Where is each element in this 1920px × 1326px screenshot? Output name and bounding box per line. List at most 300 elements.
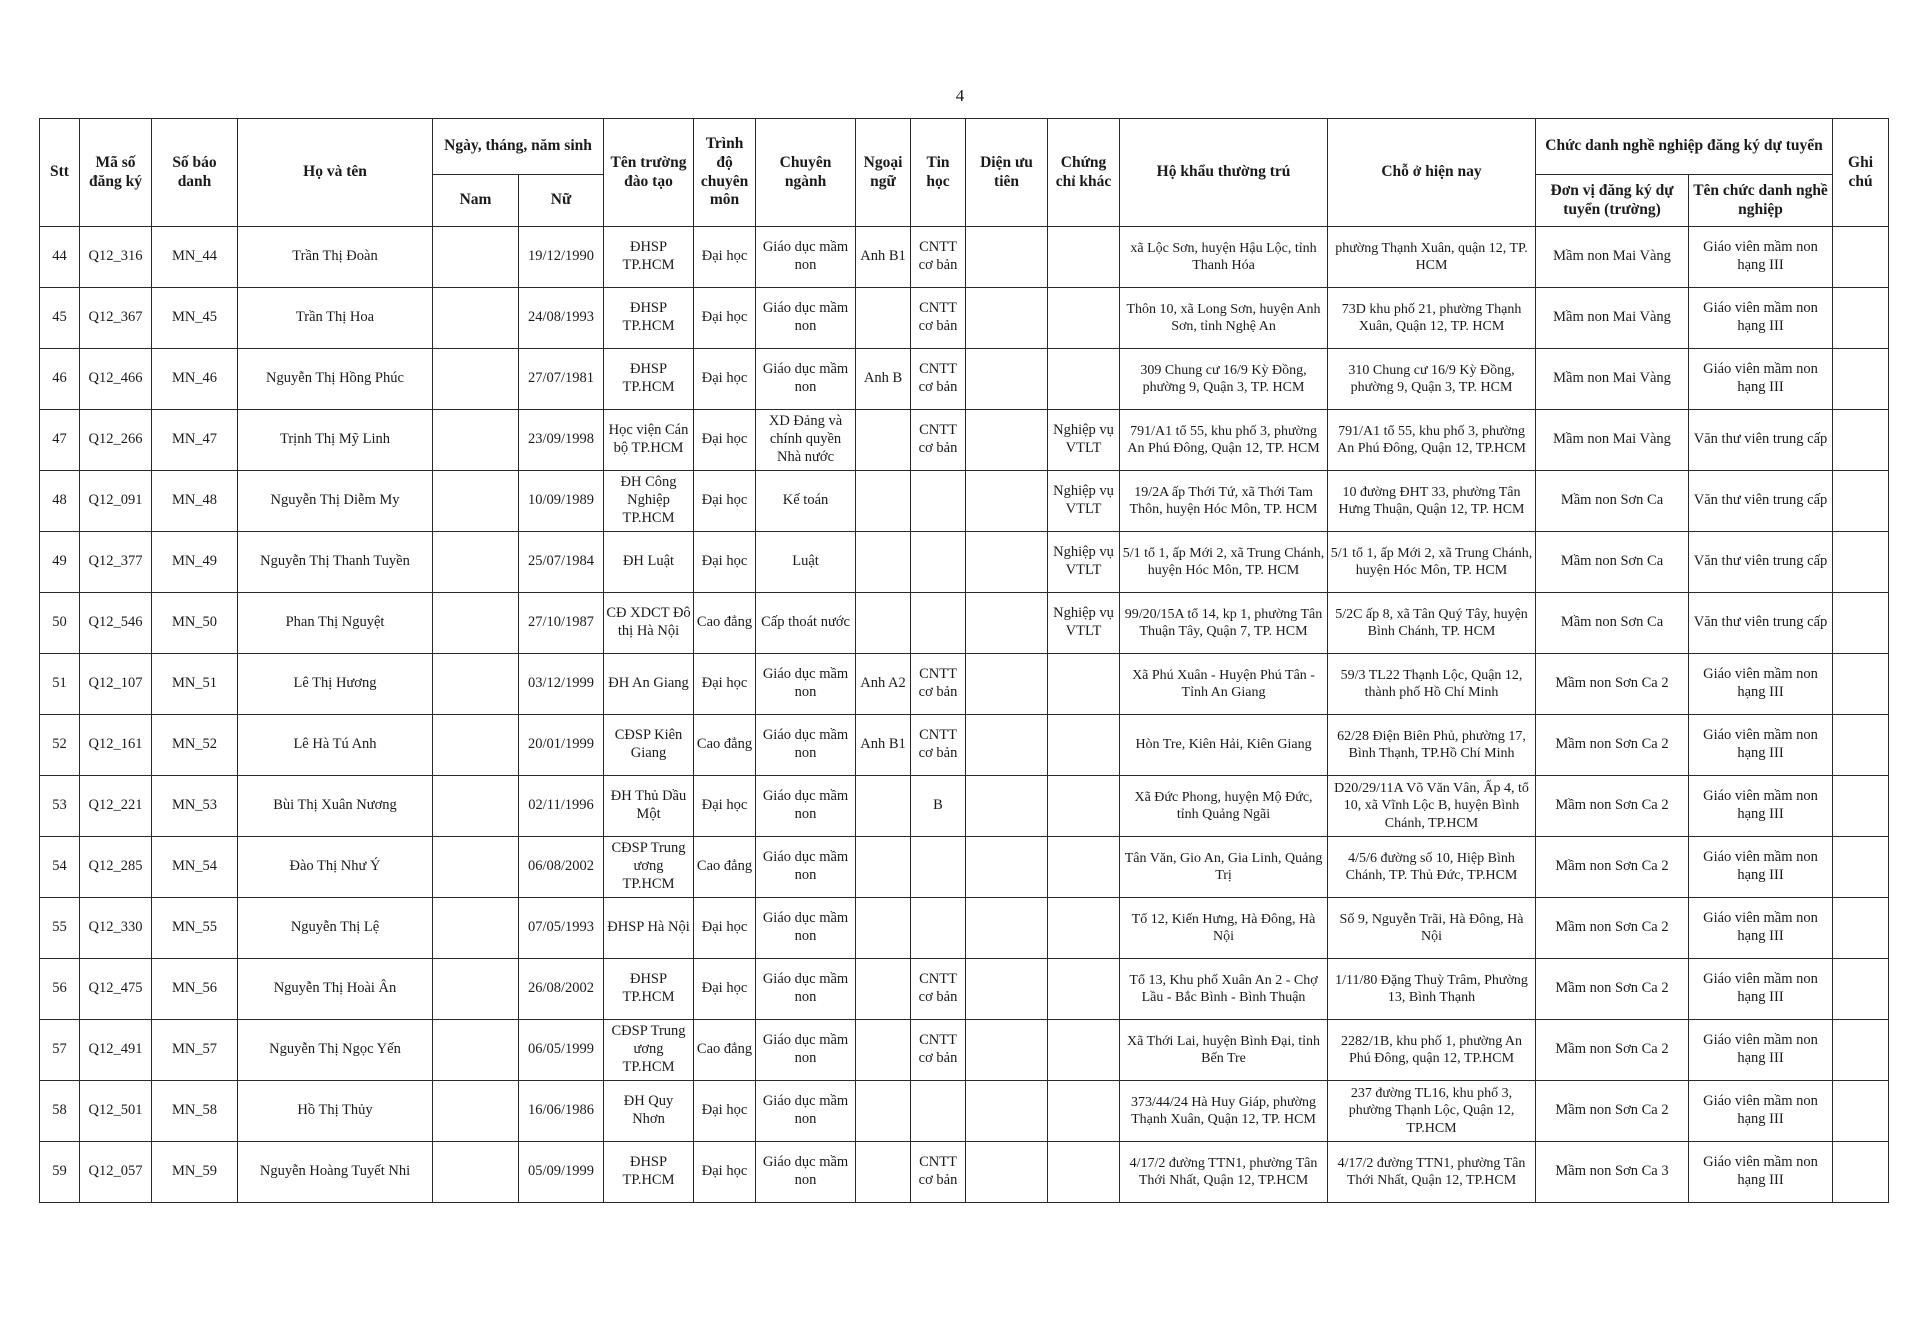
cell-chung-chi-khac [1048, 1142, 1120, 1203]
header-chuc-danh: Chức danh nghề nghiệp đăng ký dự tuyển [1536, 119, 1833, 175]
cell-ma-so: Q12_491 [80, 1020, 152, 1081]
cell-nu: 27/07/1981 [519, 349, 604, 410]
cell-ma-so: Q12_161 [80, 715, 152, 776]
cell-ma-so: Q12_221 [80, 776, 152, 837]
cell-ghi-chu [1833, 532, 1889, 593]
cell-ho-khau: Xã Phú Xuân - Huyện Phú Tân - Tỉnh An Giang [1120, 654, 1328, 715]
cell-nu: 06/05/1999 [519, 1020, 604, 1081]
cell-stt: 57 [40, 1020, 80, 1081]
cell-nam [433, 837, 519, 898]
cell-chung-chi-khac [1048, 959, 1120, 1020]
cell-ngoai-ngu: Anh A2 [856, 654, 911, 715]
cell-chuc-danh: Giáo viên mầm non hạng III [1689, 898, 1833, 959]
cell-don-vi: Mầm non Sơn Ca 3 [1536, 1142, 1689, 1203]
cell-stt: 49 [40, 532, 80, 593]
cell-ho-khau: 309 Chung cư 16/9 Kỳ Đồng, phường 9, Quận 3, TP. HCM [1120, 349, 1328, 410]
cell-truong: ĐH Công Nghiệp TP.HCM [604, 471, 694, 532]
cell-dien-uu-tien [966, 715, 1048, 776]
table-row [40, 1142, 1889, 1203]
cell-cho-o: 4/17/2 đường TTN1, phường Tân Thới Nhất, Quận 12, TP.HCM [1328, 1142, 1536, 1203]
cell-so-bao-danh: MN_44 [152, 227, 238, 288]
cell-chuyen-nganh: Giáo dục mầm non [756, 227, 856, 288]
cell-don-vi: Mầm non Mai Vàng [1536, 288, 1689, 349]
cell-chuyen-nganh: XD Đảng và chính quyền Nhà nước [756, 410, 856, 471]
cell-so-bao-danh: MN_59 [152, 1142, 238, 1203]
cell-stt: 50 [40, 593, 80, 654]
cell-ma-so: Q12_546 [80, 593, 152, 654]
cell-ho-ten: Lê Hà Tú Anh [238, 715, 433, 776]
cell-so-bao-danh: MN_55 [152, 898, 238, 959]
header-don-vi: Đơn vị đăng ký dự tuyển (trường) [1536, 175, 1689, 227]
cell-dien-uu-tien [966, 959, 1048, 1020]
cell-ma-so: Q12_330 [80, 898, 152, 959]
cell-so-bao-danh: MN_47 [152, 410, 238, 471]
cell-ho-ten: Trần Thị Đoàn [238, 227, 433, 288]
cell-chuc-danh: Giáo viên mầm non hạng III [1689, 349, 1833, 410]
cell-ho-khau: Xã Đức Phong, huyện Mộ Đức, tỉnh Quảng Ngãi [1120, 776, 1328, 837]
cell-ho-khau: 19/2A ấp Thới Tứ, xã Thới Tam Thôn, huyện Hóc Môn, TP. HCM [1120, 471, 1328, 532]
cell-cho-o: 237 đường TL16, khu phố 3, phường Thạnh Lộc, Quận 12, TP.HCM [1328, 1081, 1536, 1142]
cell-so-bao-danh: MN_57 [152, 1020, 238, 1081]
cell-nu: 05/09/1999 [519, 1142, 604, 1203]
cell-chuc-danh: Văn thư viên trung cấp [1689, 532, 1833, 593]
cell-cho-o: 791/A1 tổ 55, khu phố 3, phường An Phú Đông, Quận 12, TP.HCM [1328, 410, 1536, 471]
cell-tin-hoc [911, 471, 966, 532]
cell-ghi-chu [1833, 837, 1889, 898]
cell-truong: CĐSP Trung ương TP.HCM [604, 1020, 694, 1081]
cell-nu: 16/06/1986 [519, 1081, 604, 1142]
cell-nu: 06/08/2002 [519, 837, 604, 898]
cell-dien-uu-tien [966, 1020, 1048, 1081]
header-cho-o: Chỗ ở hiện nay [1328, 119, 1536, 227]
table-row [40, 471, 1889, 532]
header-tin-hoc: Tin học [911, 119, 966, 227]
cell-dien-uu-tien [966, 1081, 1048, 1142]
cell-ho-ten: Hồ Thị Thủy [238, 1081, 433, 1142]
cell-dien-uu-tien [966, 776, 1048, 837]
cell-chuc-danh: Giáo viên mầm non hạng III [1689, 837, 1833, 898]
cell-chuyen-nganh: Giáo dục mầm non [756, 715, 856, 776]
cell-ho-khau: Tổ 12, Kiến Hưng, Hà Đông, Hà Nội [1120, 898, 1328, 959]
cell-ngoai-ngu [856, 593, 911, 654]
cell-ma-so: Q12_091 [80, 471, 152, 532]
cell-chung-chi-khac [1048, 1081, 1120, 1142]
table-row [40, 1081, 1889, 1142]
cell-cho-o: 2282/1B, khu phố 1, phường An Phú Đông, quận 12, TP.HCM [1328, 1020, 1536, 1081]
cell-dien-uu-tien [966, 471, 1048, 532]
cell-chuyen-nganh: Giáo dục mầm non [756, 959, 856, 1020]
cell-cho-o: 1/11/80 Đặng Thuỳ Trâm, Phường 13, Bình Thạnh [1328, 959, 1536, 1020]
cell-ho-ten: Trần Thị Hoa [238, 288, 433, 349]
cell-chuc-danh: Giáo viên mầm non hạng III [1689, 1142, 1833, 1203]
cell-ma-so: Q12_466 [80, 349, 152, 410]
cell-ghi-chu [1833, 349, 1889, 410]
cell-trinh-do: Đại học [694, 776, 756, 837]
cell-truong: ĐH Luật [604, 532, 694, 593]
cell-ghi-chu [1833, 593, 1889, 654]
cell-don-vi: Mầm non Sơn Ca 2 [1536, 654, 1689, 715]
cell-don-vi: Mầm non Sơn Ca [1536, 532, 1689, 593]
table-body [40, 227, 1889, 1203]
cell-ho-ten: Nguyễn Thị Lệ [238, 898, 433, 959]
cell-trinh-do: Đại học [694, 288, 756, 349]
cell-nam [433, 1142, 519, 1203]
cell-so-bao-danh: MN_51 [152, 654, 238, 715]
cell-don-vi: Mầm non Sơn Ca 2 [1536, 715, 1689, 776]
cell-nu: 23/09/1998 [519, 410, 604, 471]
cell-cho-o: 5/1 tổ 1, ấp Mới 2, xã Trung Chánh, huyện Hóc Môn, TP. HCM [1328, 532, 1536, 593]
cell-truong: CĐ XDCT Đô thị Hà Nội [604, 593, 694, 654]
cell-ma-so: Q12_316 [80, 227, 152, 288]
cell-chuc-danh: Giáo viên mầm non hạng III [1689, 654, 1833, 715]
cell-trinh-do: Đại học [694, 532, 756, 593]
cell-ngoai-ngu [856, 288, 911, 349]
cell-so-bao-danh: MN_49 [152, 532, 238, 593]
cell-chung-chi-khac [1048, 349, 1120, 410]
cell-nam [433, 593, 519, 654]
table-row [40, 837, 1889, 898]
cell-nam [433, 1081, 519, 1142]
header-ten-chuc-danh: Tên chức danh nghề nghiệp [1689, 175, 1833, 227]
cell-nu: 19/12/1990 [519, 227, 604, 288]
cell-nu: 24/08/1993 [519, 288, 604, 349]
cell-tin-hoc: CNTT cơ bản [911, 288, 966, 349]
cell-chuyen-nganh: Cấp thoát nước [756, 593, 856, 654]
cell-truong: ĐHSP TP.HCM [604, 349, 694, 410]
cell-chuyen-nganh: Giáo dục mầm non [756, 349, 856, 410]
cell-chuc-danh: Giáo viên mầm non hạng III [1689, 288, 1833, 349]
cell-chuyen-nganh: Giáo dục mầm non [756, 1081, 856, 1142]
cell-chuyen-nganh: Giáo dục mầm non [756, 288, 856, 349]
header-ho-ten: Họ và tên [238, 119, 433, 227]
cell-ghi-chu [1833, 471, 1889, 532]
cell-dien-uu-tien [966, 227, 1048, 288]
cell-dien-uu-tien [966, 654, 1048, 715]
cell-ghi-chu [1833, 1081, 1889, 1142]
cell-so-bao-danh: MN_58 [152, 1081, 238, 1142]
table-row [40, 288, 1889, 349]
cell-ngoai-ngu: Anh B1 [856, 715, 911, 776]
cell-chung-chi-khac [1048, 1020, 1120, 1081]
cell-chuc-danh: Giáo viên mầm non hạng III [1689, 715, 1833, 776]
cell-ho-khau: Hòn Tre, Kiên Hải, Kiên Giang [1120, 715, 1328, 776]
cell-chuc-danh: Giáo viên mầm non hạng III [1689, 1081, 1833, 1142]
cell-ho-ten: Trịnh Thị Mỹ Linh [238, 410, 433, 471]
cell-chuyen-nganh: Giáo dục mầm non [756, 776, 856, 837]
cell-don-vi: Mầm non Sơn Ca 2 [1536, 1081, 1689, 1142]
cell-tin-hoc: CNTT cơ bản [911, 227, 966, 288]
cell-ngoai-ngu [856, 837, 911, 898]
cell-ho-khau: 5/1 tổ 1, ấp Mới 2, xã Trung Chánh, huyện Hóc Môn, TP. HCM [1120, 532, 1328, 593]
cell-truong: ĐHSP TP.HCM [604, 227, 694, 288]
cell-ghi-chu [1833, 1142, 1889, 1203]
cell-tin-hoc: CNTT cơ bản [911, 959, 966, 1020]
cell-cho-o: 310 Chung cư 16/9 Kỳ Đồng, phường 9, Quận 3, TP. HCM [1328, 349, 1536, 410]
cell-cho-o: Số 9, Nguyễn Trãi, Hà Đông, Hà Nội [1328, 898, 1536, 959]
cell-truong: ĐHSP TP.HCM [604, 1142, 694, 1203]
cell-ma-so: Q12_367 [80, 288, 152, 349]
cell-stt: 51 [40, 654, 80, 715]
cell-chuc-danh: Giáo viên mầm non hạng III [1689, 959, 1833, 1020]
cell-nam [433, 288, 519, 349]
cell-ma-so: Q12_501 [80, 1081, 152, 1142]
cell-ngoai-ngu [856, 1142, 911, 1203]
cell-ho-khau: Tổ 13, Khu phố Xuân An 2 - Chợ Lầu - Bắc Bình - Bình Thuận [1120, 959, 1328, 1020]
cell-ma-so: Q12_475 [80, 959, 152, 1020]
cell-cho-o: 10 đường ĐHT 33, phường Tân Hưng Thuận, Quận 12, TP. HCM [1328, 471, 1536, 532]
table-row [40, 227, 1889, 288]
cell-trinh-do: Đại học [694, 1081, 756, 1142]
cell-ngoai-ngu [856, 1020, 911, 1081]
cell-ho-ten: Nguyễn Hoàng Tuyết Nhi [238, 1142, 433, 1203]
table-row [40, 1020, 1889, 1081]
cell-ho-khau: 99/20/15A tổ 14, kp 1, phường Tân Thuận Tây, Quận 7, TP. HCM [1120, 593, 1328, 654]
cell-trinh-do: Cao đẳng [694, 715, 756, 776]
cell-ghi-chu [1833, 1020, 1889, 1081]
cell-chuyen-nganh: Kế toán [756, 471, 856, 532]
cell-dien-uu-tien [966, 898, 1048, 959]
cell-truong: ĐHSP TP.HCM [604, 959, 694, 1020]
cell-chuyen-nganh: Giáo dục mầm non [756, 1142, 856, 1203]
cell-stt: 56 [40, 959, 80, 1020]
cell-ho-ten: Nguyễn Thị Ngọc Yến [238, 1020, 433, 1081]
cell-dien-uu-tien [966, 837, 1048, 898]
cell-chuc-danh: Giáo viên mầm non hạng III [1689, 227, 1833, 288]
cell-nam [433, 715, 519, 776]
cell-ngoai-ngu [856, 532, 911, 593]
cell-ma-so: Q12_107 [80, 654, 152, 715]
cell-ma-so: Q12_285 [80, 837, 152, 898]
cell-nu: 02/11/1996 [519, 776, 604, 837]
cell-chuc-danh: Giáo viên mầm non hạng III [1689, 776, 1833, 837]
header-so-bao-danh: Số báo danh [152, 119, 238, 227]
cell-nu: 03/12/1999 [519, 654, 604, 715]
cell-stt: 53 [40, 776, 80, 837]
cell-nam [433, 959, 519, 1020]
cell-chung-chi-khac [1048, 654, 1120, 715]
cell-chuc-danh: Văn thư viên trung cấp [1689, 593, 1833, 654]
cell-chuyen-nganh: Giáo dục mầm non [756, 898, 856, 959]
cell-ho-ten: Lê Thị Hương [238, 654, 433, 715]
cell-ngoai-ngu [856, 776, 911, 837]
header-ngoai-ngu: Ngoại ngữ [856, 119, 911, 227]
cell-stt: 44 [40, 227, 80, 288]
cell-ho-khau: Xã Thới Lai, huyện Bình Đại, tỉnh Bến Tre [1120, 1020, 1328, 1081]
cell-don-vi: Mầm non Sơn Ca 2 [1536, 898, 1689, 959]
cell-nu: 20/01/1999 [519, 715, 604, 776]
table-row [40, 532, 1889, 593]
cell-nam [433, 471, 519, 532]
cell-stt: 45 [40, 288, 80, 349]
cell-chuyen-nganh: Giáo dục mầm non [756, 1020, 856, 1081]
cell-trinh-do: Đại học [694, 410, 756, 471]
cell-truong: ĐH Quy Nhơn [604, 1081, 694, 1142]
header-nam: Nam [433, 175, 519, 227]
cell-ngoai-ngu: Anh B1 [856, 227, 911, 288]
cell-chung-chi-khac: Nghiệp vụ VTLT [1048, 471, 1120, 532]
cell-tin-hoc: CNTT cơ bản [911, 410, 966, 471]
cell-truong: ĐH An Giang [604, 654, 694, 715]
cell-don-vi: Mầm non Sơn Ca 2 [1536, 959, 1689, 1020]
cell-truong: ĐHSP TP.HCM [604, 288, 694, 349]
cell-ho-ten: Nguyễn Thị Hồng Phúc [238, 349, 433, 410]
cell-nu: 07/05/1993 [519, 898, 604, 959]
cell-nam [433, 1020, 519, 1081]
cell-dien-uu-tien [966, 288, 1048, 349]
cell-nam [433, 532, 519, 593]
cell-dien-uu-tien [966, 1142, 1048, 1203]
cell-cho-o: D20/29/11A Võ Văn Vân, Ấp 4, tổ 10, xã Vĩnh Lộc B, huyện Bình Chánh, TP.HCM [1328, 776, 1536, 837]
cell-cho-o: 62/28 Điện Biên Phủ, phường 17, Bình Thạnh, TP.Hồ Chí Minh [1328, 715, 1536, 776]
cell-so-bao-danh: MN_45 [152, 288, 238, 349]
cell-cho-o: 4/5/6 đường số 10, Hiệp Bình Chánh, TP. Thủ Đức, TP.HCM [1328, 837, 1536, 898]
cell-ngoai-ngu: Anh B [856, 349, 911, 410]
cell-ghi-chu [1833, 288, 1889, 349]
cell-nu: 10/09/1989 [519, 471, 604, 532]
cell-nam [433, 776, 519, 837]
cell-nam [433, 654, 519, 715]
cell-tin-hoc [911, 837, 966, 898]
cell-trinh-do: Đại học [694, 654, 756, 715]
cell-truong: Học viện Cán bộ TP.HCM [604, 410, 694, 471]
cell-chuyen-nganh: Giáo dục mầm non [756, 837, 856, 898]
cell-trinh-do: Đại học [694, 227, 756, 288]
cell-ngoai-ngu [856, 898, 911, 959]
cell-stt: 59 [40, 1142, 80, 1203]
cell-tin-hoc: CNTT cơ bản [911, 654, 966, 715]
cell-chung-chi-khac [1048, 837, 1120, 898]
cell-trinh-do: Đại học [694, 349, 756, 410]
cell-trinh-do: Cao đẳng [694, 1020, 756, 1081]
cell-stt: 58 [40, 1081, 80, 1142]
cell-chung-chi-khac [1048, 898, 1120, 959]
cell-so-bao-danh: MN_50 [152, 593, 238, 654]
header-ho-khau: Hộ khẩu thường trú [1120, 119, 1328, 227]
header-nu: Nữ [519, 175, 604, 227]
table-row [40, 715, 1889, 776]
cell-ghi-chu [1833, 715, 1889, 776]
cell-tin-hoc: CNTT cơ bản [911, 1142, 966, 1203]
cell-trinh-do: Cao đẳng [694, 837, 756, 898]
cell-nam [433, 898, 519, 959]
candidate-table [39, 118, 1889, 1203]
cell-stt: 54 [40, 837, 80, 898]
cell-ghi-chu [1833, 959, 1889, 1020]
cell-ngoai-ngu [856, 959, 911, 1020]
cell-stt: 47 [40, 410, 80, 471]
table-row [40, 349, 1889, 410]
cell-ma-so: Q12_266 [80, 410, 152, 471]
cell-so-bao-danh: MN_53 [152, 776, 238, 837]
cell-truong: CĐSP Kiên Giang [604, 715, 694, 776]
cell-so-bao-danh: MN_46 [152, 349, 238, 410]
cell-ho-ten: Nguyễn Thị Thanh Tuyền [238, 532, 433, 593]
cell-don-vi: Mầm non Sơn Ca 2 [1536, 837, 1689, 898]
cell-ho-ten: Phan Thị Nguyệt [238, 593, 433, 654]
page-number: 4 [955, 86, 965, 105]
cell-chuyen-nganh: Luật [756, 532, 856, 593]
cell-nu: 26/08/2002 [519, 959, 604, 1020]
header-ngay-sinh: Ngày, tháng, năm sinh [433, 119, 604, 175]
cell-tin-hoc: CNTT cơ bản [911, 715, 966, 776]
cell-don-vi: Mầm non Mai Vàng [1536, 349, 1689, 410]
cell-tin-hoc: B [911, 776, 966, 837]
cell-truong: ĐH Thủ Dầu Một [604, 776, 694, 837]
cell-tin-hoc [911, 1081, 966, 1142]
cell-ho-khau: 373/44/24 Hà Huy Giáp, phường Thạnh Xuân, Quận 12, TP. HCM [1120, 1081, 1328, 1142]
cell-chuyen-nganh: Giáo dục mầm non [756, 654, 856, 715]
cell-chung-chi-khac: Nghiệp vụ VTLT [1048, 532, 1120, 593]
cell-dien-uu-tien [966, 349, 1048, 410]
cell-chung-chi-khac [1048, 776, 1120, 837]
table-row [40, 776, 1889, 837]
cell-so-bao-danh: MN_56 [152, 959, 238, 1020]
cell-ho-khau: 4/17/2 đường TTN1, phường Tân Thới Nhất, Quận 12, TP.HCM [1120, 1142, 1328, 1203]
cell-ghi-chu [1833, 776, 1889, 837]
cell-chuc-danh: Văn thư viên trung cấp [1689, 410, 1833, 471]
table-row [40, 898, 1889, 959]
header-stt: Stt [40, 119, 80, 227]
cell-dien-uu-tien [966, 593, 1048, 654]
cell-ma-so: Q12_057 [80, 1142, 152, 1203]
cell-cho-o: 73D khu phố 21, phường Thạnh Xuân, Quận 12, TP. HCM [1328, 288, 1536, 349]
cell-trinh-do: Đại học [694, 471, 756, 532]
cell-nam [433, 227, 519, 288]
cell-stt: 55 [40, 898, 80, 959]
header-ghi-chu: Ghi chú [1833, 119, 1889, 227]
cell-so-bao-danh: MN_48 [152, 471, 238, 532]
header-chuyen-nganh: Chuyên ngành [756, 119, 856, 227]
header-chung-chi-khac: Chứng chỉ khác [1048, 119, 1120, 227]
cell-chuc-danh: Giáo viên mầm non hạng III [1689, 1020, 1833, 1081]
cell-nu: 27/10/1987 [519, 593, 604, 654]
cell-don-vi: Mầm non Sơn Ca 2 [1536, 1020, 1689, 1081]
cell-truong: CĐSP Trung ương TP.HCM [604, 837, 694, 898]
cell-cho-o: phường Thạnh Xuân, quận 12, TP. HCM [1328, 227, 1536, 288]
cell-ho-ten: Đào Thị Như Ý [238, 837, 433, 898]
header-trinh-do: Trình độ chuyên môn [694, 119, 756, 227]
cell-ho-khau: Thôn 10, xã Long Sơn, huyện Anh Sơn, tỉnh Nghệ An [1120, 288, 1328, 349]
cell-tin-hoc: CNTT cơ bản [911, 349, 966, 410]
cell-stt: 46 [40, 349, 80, 410]
cell-nu: 25/07/1984 [519, 532, 604, 593]
cell-chuc-danh: Văn thư viên trung cấp [1689, 471, 1833, 532]
header-dien-uu-tien: Diện ưu tiên [966, 119, 1048, 227]
cell-don-vi: Mầm non Sơn Ca 2 [1536, 776, 1689, 837]
table-row [40, 959, 1889, 1020]
cell-cho-o: 59/3 TL22 Thạnh Lộc, Quận 12, thành phố Hồ Chí Minh [1328, 654, 1536, 715]
cell-ho-ten: Nguyễn Thị Hoài Ân [238, 959, 433, 1020]
cell-truong: ĐHSP Hà Nội [604, 898, 694, 959]
cell-cho-o: 5/2C ấp 8, xã Tân Quý Tây, huyện Bình Chánh, TP. HCM [1328, 593, 1536, 654]
cell-ghi-chu [1833, 898, 1889, 959]
cell-ho-khau: xã Lộc Sơn, huyện Hậu Lộc, tỉnh Thanh Hóa [1120, 227, 1328, 288]
cell-tin-hoc [911, 593, 966, 654]
cell-tin-hoc [911, 898, 966, 959]
header-ma-so: Mã số đăng ký [80, 119, 152, 227]
table-row [40, 410, 1889, 471]
cell-don-vi: Mầm non Sơn Ca [1536, 593, 1689, 654]
cell-stt: 48 [40, 471, 80, 532]
cell-ghi-chu [1833, 227, 1889, 288]
cell-trinh-do: Đại học [694, 1142, 756, 1203]
cell-ghi-chu [1833, 410, 1889, 471]
cell-don-vi: Mầm non Sơn Ca [1536, 471, 1689, 532]
table-row [40, 654, 1889, 715]
cell-tin-hoc: CNTT cơ bản [911, 1020, 966, 1081]
cell-tin-hoc [911, 532, 966, 593]
cell-ma-so: Q12_377 [80, 532, 152, 593]
